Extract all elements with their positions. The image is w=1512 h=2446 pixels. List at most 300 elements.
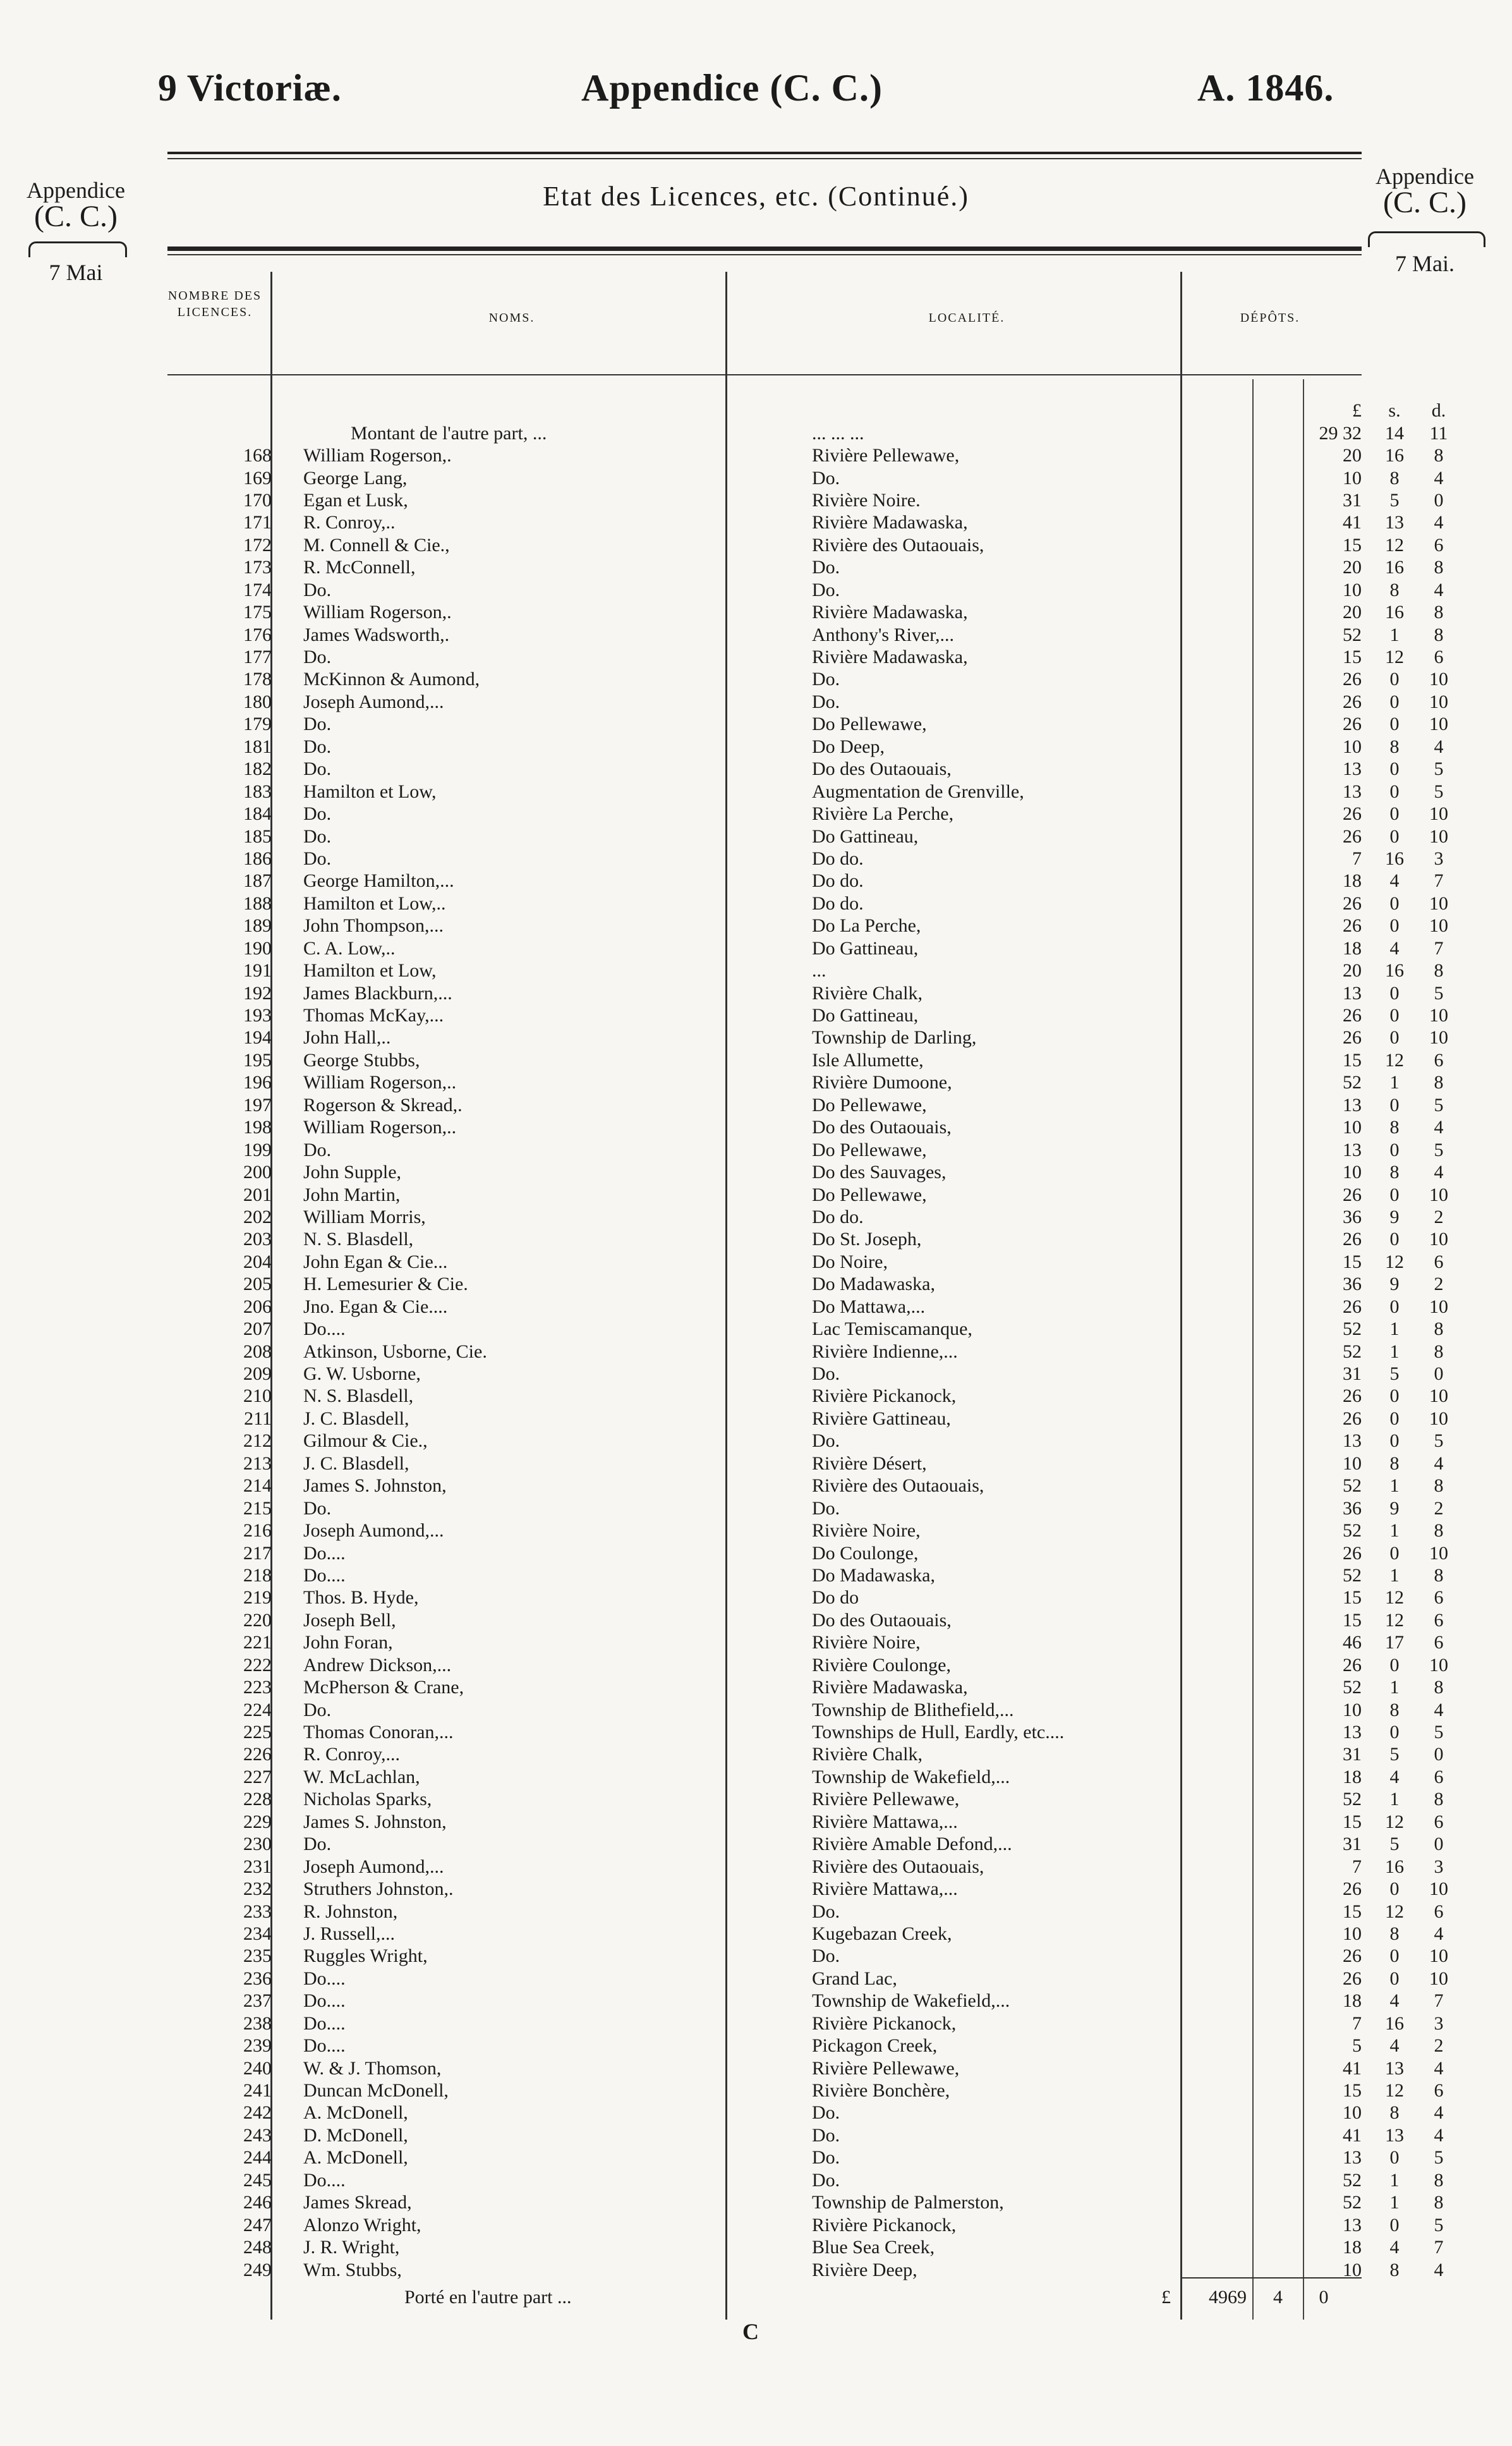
licence-locality: Rivière Coulonge, — [812, 1654, 951, 1676]
carried-pounds: 29 32 — [1319, 422, 1362, 444]
deposit-pounds: 26 — [1343, 1968, 1362, 1989]
deposit-pounds: 52 — [1343, 1677, 1362, 1698]
licence-holder-name: Do.... — [303, 1564, 346, 1586]
table-row — [167, 1654, 1458, 1676]
deposit-pence: 3 — [1434, 848, 1444, 869]
deposit-shillings: 0 — [1389, 758, 1400, 780]
deposit-pence: 4 — [1434, 1923, 1444, 1944]
licence-number: 221 — [243, 1632, 272, 1653]
deposit-pounds: 26 — [1343, 1229, 1362, 1250]
deposit-pounds: 41 — [1343, 512, 1362, 533]
deposit-pounds: 10 — [1343, 1162, 1362, 1183]
licence-number: 170 — [243, 489, 272, 511]
deposit-pence: 6 — [1434, 1811, 1444, 1832]
licence-holder-name: G. W. Usborne, — [303, 1363, 421, 1385]
licence-holder-name: John Thompson,... — [303, 915, 444, 937]
licence-holder-name: James Blackburn,... — [303, 982, 452, 1004]
table-row — [167, 1968, 1458, 1990]
licence-holder-name: N. S. Blasdell, — [303, 1385, 414, 1407]
deposit-pence: 8 — [1434, 1318, 1444, 1340]
table-row — [167, 870, 1458, 892]
unit-pence: d. — [1431, 400, 1446, 422]
deposit-pounds: 26 — [1343, 1945, 1362, 1967]
deposit-pence: 8 — [1434, 1341, 1444, 1362]
licence-number: 248 — [243, 2237, 272, 2258]
deposit-shillings: 0 — [1389, 2147, 1400, 2169]
deposit-pounds: 26 — [1343, 1654, 1362, 1676]
deposit-shillings: 0 — [1389, 1385, 1400, 1407]
licence-number: 236 — [243, 1968, 272, 1989]
licence-number: 179 — [243, 714, 272, 735]
deposit-shillings: 12 — [1385, 2080, 1404, 2102]
licence-locality: Rivière Madawaska, — [812, 647, 968, 668]
margin-left-date: 7 Mai — [49, 260, 103, 285]
table-row — [167, 2102, 1458, 2124]
licence-holder-name: George Lang, — [303, 467, 408, 489]
deposit-pence: 10 — [1429, 1968, 1448, 1989]
deposit-pence: 4 — [1434, 1699, 1444, 1720]
table-row — [167, 959, 1458, 982]
licence-number: 214 — [243, 1475, 272, 1497]
margin-right-date: 7 Mai. — [1395, 251, 1455, 276]
deposit-pounds: 20 — [1343, 602, 1362, 623]
licence-locality: Do St. Joseph, — [812, 1229, 922, 1250]
licence-locality: Do. — [812, 579, 840, 600]
deposit-pounds: 52 — [1343, 1564, 1362, 1586]
deposit-shillings: 0 — [1389, 1945, 1400, 1967]
table-row — [167, 1743, 1458, 1765]
deposit-pence: 8 — [1434, 624, 1444, 645]
deposit-pence: 4 — [1434, 1452, 1444, 1474]
table-row — [167, 1833, 1458, 1855]
table-row — [167, 1452, 1458, 1475]
table-row — [167, 1430, 1458, 1452]
page-signature-mark: C — [742, 2319, 759, 2344]
licence-locality: Rivière des Outaouais, — [812, 1856, 984, 1877]
deposit-pounds: 18 — [1343, 2237, 1362, 2258]
licence-locality: Isle Allumette, — [812, 1049, 924, 1071]
licence-locality: Augmentation de Grenville, — [812, 781, 1024, 802]
licence-number: 176 — [243, 624, 272, 645]
licence-number: 175 — [243, 602, 272, 623]
deposit-pounds: 13 — [1343, 2214, 1362, 2236]
deposit-pence: 6 — [1434, 1901, 1444, 1922]
deposit-pence: 10 — [1429, 669, 1448, 690]
table-row — [167, 1542, 1458, 1564]
deposit-shillings: 0 — [1389, 1722, 1400, 1743]
deposit-shillings: 0 — [1389, 1139, 1400, 1160]
licence-holder-name: Do. — [303, 647, 332, 668]
deposit-pence: 2 — [1434, 1206, 1444, 1227]
deposit-shillings: 9 — [1389, 1206, 1400, 1227]
licence-locality: Do. — [812, 557, 840, 578]
table-row — [167, 1855, 1458, 1877]
deposit-shillings: 13 — [1385, 2057, 1404, 2079]
licence-holder-name: William Rogerson,.. — [303, 1117, 457, 1138]
deposit-pounds: 15 — [1343, 1049, 1362, 1071]
deposit-pounds: 10 — [1343, 1117, 1362, 1138]
deposit-shillings: 8 — [1389, 1923, 1400, 1944]
deposit-pence: 0 — [1434, 489, 1444, 511]
deposit-pounds: 26 — [1343, 691, 1362, 712]
deposit-shillings: 4 — [1389, 2035, 1400, 2057]
licence-holder-name: Thomas McKay,... — [303, 1005, 444, 1026]
licence-holder-name: James S. Johnston, — [303, 1475, 447, 1497]
licence-locality: Do Deep, — [812, 736, 885, 757]
deposit-pence: 6 — [1434, 534, 1444, 556]
table-row — [167, 1609, 1458, 1631]
licence-holder-name: Joseph Aumond,... — [303, 691, 444, 712]
deposit-shillings: 0 — [1389, 1878, 1400, 1900]
table-row — [167, 758, 1458, 780]
licence-locality: Do. — [812, 691, 840, 712]
licence-holder-name: R. Conroy,.. — [303, 512, 396, 533]
deposit-shillings: 9 — [1389, 1497, 1400, 1519]
licence-number: 206 — [243, 1296, 272, 1317]
unit-shillings: s. — [1388, 400, 1401, 422]
licence-locality: Do. — [812, 2102, 840, 2124]
table-row — [167, 1385, 1458, 1407]
licence-locality: Rivière Dumoone, — [812, 1072, 952, 1093]
licence-number: 223 — [243, 1677, 272, 1698]
deposit-pence: 10 — [1429, 1184, 1448, 1205]
licence-locality: Do. — [812, 1430, 840, 1452]
deposit-pence: 8 — [1434, 1564, 1444, 1586]
table-row — [167, 937, 1458, 959]
licence-holder-name: John Hall,.. — [303, 1027, 391, 1049]
licence-number: 242 — [243, 2102, 272, 2124]
deposit-pence: 5 — [1434, 781, 1444, 802]
deposit-pence: 10 — [1429, 1878, 1448, 1900]
licence-holder-name: George Hamilton,... — [303, 870, 454, 892]
licence-locality: Do des Outaouais, — [812, 758, 952, 780]
deposit-pounds: 52 — [1343, 1072, 1362, 1093]
licence-number: 192 — [243, 982, 272, 1004]
deposit-shillings: 4 — [1389, 1990, 1400, 2012]
deposit-pounds: 36 — [1343, 1497, 1362, 1519]
table-row — [167, 2124, 1458, 2146]
deposit-shillings: 8 — [1389, 2259, 1400, 2280]
licence-number: 197 — [243, 1094, 272, 1116]
licence-locality: Do La Perche, — [812, 915, 921, 937]
deposit-pence: 10 — [1429, 915, 1448, 937]
table-row — [167, 1586, 1458, 1609]
licence-number: 205 — [243, 1274, 272, 1295]
licence-holder-name: J. C. Blasdell, — [303, 1452, 409, 1474]
table-row — [167, 1766, 1458, 1788]
licence-holder-name: John Egan & Cie... — [303, 1251, 448, 1272]
deposit-pence: 6 — [1434, 1251, 1444, 1272]
licence-holder-name: Do. — [303, 1497, 332, 1519]
deposit-pence: 4 — [1434, 2102, 1444, 2124]
licence-locality: Blue Sea Creek, — [812, 2237, 935, 2258]
licence-number: 194 — [243, 1027, 272, 1049]
deposit-pence: 4 — [1434, 512, 1444, 533]
licence-holder-name: John Supple, — [303, 1162, 402, 1183]
deposit-pounds: 26 — [1343, 1385, 1362, 1407]
table-row — [167, 556, 1458, 578]
deposit-pounds: 41 — [1343, 2057, 1362, 2079]
deposit-shillings: 17 — [1385, 1632, 1404, 1653]
table-row — [167, 2213, 1458, 2236]
deposit-pence: 5 — [1434, 1139, 1444, 1160]
deposit-pence: 8 — [1434, 1520, 1444, 1542]
licence-locality: Rivière Pellewawe, — [812, 2057, 960, 2079]
licence-locality: Do des Outaouais, — [812, 1609, 952, 1631]
deposit-pence: 6 — [1434, 1587, 1444, 1609]
deposit-pence: 10 — [1429, 1945, 1448, 1967]
deposit-pence: 5 — [1434, 1430, 1444, 1452]
licence-locality: Do. — [812, 2147, 840, 2169]
carried-shillings: 14 — [1385, 422, 1404, 444]
licence-locality: Do. — [812, 1497, 840, 1519]
units-row — [167, 399, 1458, 422]
table-row — [167, 1273, 1458, 1295]
licence-number: 215 — [243, 1497, 272, 1519]
deposit-pence: 7 — [1434, 870, 1444, 892]
licence-holder-name: Do. — [303, 1699, 332, 1720]
deposit-pounds: 52 — [1343, 2192, 1362, 2213]
licence-locality: Do Madawaska, — [812, 1564, 935, 1586]
deposit-pounds: 20 — [1343, 557, 1362, 578]
licence-locality: Do. — [812, 2124, 840, 2146]
deposit-shillings: 8 — [1389, 736, 1400, 757]
deposit-pence: 3 — [1434, 2012, 1444, 2034]
table-row — [167, 1698, 1458, 1720]
deposit-pounds: 13 — [1343, 2147, 1362, 2169]
licence-number: 208 — [243, 1341, 272, 1362]
deposit-pounds: 18 — [1343, 1990, 1362, 2012]
table-row — [167, 2191, 1458, 2213]
deposit-shillings: 9 — [1389, 1274, 1400, 1295]
deposit-shillings: 0 — [1389, 1027, 1400, 1049]
column-header-deposits: DÉPÔTS. — [1240, 311, 1300, 325]
deposit-shillings: 8 — [1389, 1162, 1400, 1183]
column-header-locality: LOCALITÉ. — [928, 311, 1005, 325]
licence-number: 247 — [243, 2214, 272, 2236]
deposit-pounds: 15 — [1343, 2080, 1362, 2102]
deposit-pence: 3 — [1434, 1856, 1444, 1877]
table-row — [167, 915, 1458, 937]
licence-number: 181 — [243, 736, 272, 757]
deposit-shillings: 8 — [1389, 579, 1400, 600]
deposit-shillings: 8 — [1389, 467, 1400, 489]
licence-locality: Rivière Chalk, — [812, 982, 922, 1004]
deposit-pounds: 10 — [1343, 579, 1362, 600]
licence-number: 173 — [243, 557, 272, 578]
margin-right-code: (C. C.) — [1383, 186, 1467, 219]
licence-holder-name: Do. — [303, 758, 332, 780]
deposit-shillings: 12 — [1385, 1049, 1404, 1071]
table-row — [167, 1161, 1458, 1183]
deposit-pence: 6 — [1434, 1766, 1444, 1787]
deposit-pence: 4 — [1434, 1117, 1444, 1138]
licence-locality: Pickagon Creek, — [812, 2035, 938, 2057]
licence-holder-name: Ruggles Wright, — [303, 1945, 428, 1967]
licence-locality: ... — [812, 960, 826, 982]
licence-holder-name: Do.... — [303, 2012, 346, 2034]
licence-number: 240 — [243, 2057, 272, 2079]
deposit-pounds: 26 — [1343, 892, 1362, 914]
deposit-pence: 5 — [1434, 1094, 1444, 1116]
licence-number: 217 — [243, 1542, 272, 1564]
licence-locality: Do Pellewawe, — [812, 1184, 927, 1205]
table-row — [167, 691, 1458, 713]
licence-locality: Township de Darling, — [812, 1027, 977, 1049]
licence-holder-name: R. McConnell, — [303, 557, 416, 578]
licence-number: 237 — [243, 1990, 272, 2012]
licence-locality: Do. — [812, 1945, 840, 1967]
deposit-pounds: 52 — [1343, 2169, 1362, 2191]
deposit-pence: 0 — [1434, 1363, 1444, 1385]
table-row — [167, 2079, 1458, 2102]
licence-holder-name: James S. Johnston, — [303, 1811, 447, 1832]
deposit-pence: 4 — [1434, 579, 1444, 600]
licence-locality: Do Madawaska, — [812, 1274, 935, 1295]
deposit-pounds: 7 — [1352, 1856, 1362, 1877]
licence-locality: Rivière Madawaska, — [812, 1677, 968, 1698]
licence-locality: Do Gattineau, — [812, 1005, 919, 1026]
deposit-shillings: 8 — [1389, 1117, 1400, 1138]
table-row — [167, 1183, 1458, 1205]
licence-locality: Township de Wakefield,... — [812, 1766, 1010, 1787]
deposit-shillings: 1 — [1389, 1520, 1400, 1542]
deposit-pounds: 13 — [1343, 758, 1362, 780]
deposit-shillings: 0 — [1389, 2214, 1400, 2236]
deposit-shillings: 0 — [1389, 781, 1400, 802]
licence-locality: Do Pellewawe, — [812, 714, 927, 735]
licence-number: 193 — [243, 1005, 272, 1026]
deposit-pounds: 52 — [1343, 1341, 1362, 1362]
deposit-shillings: 0 — [1389, 1408, 1400, 1429]
deposit-shillings: 0 — [1389, 825, 1400, 847]
licence-holder-name: McKinnon & Aumond, — [303, 669, 480, 690]
table-row — [167, 466, 1458, 489]
deposit-pence: 5 — [1434, 2214, 1444, 2236]
licence-holder-name: J. R. Wright, — [303, 2237, 400, 2258]
footer-total-pounds: 4969 — [1209, 2287, 1247, 2308]
licence-locality: Do des Outaouais, — [812, 1117, 952, 1138]
licence-holder-name: James Wadsworth,. — [303, 624, 450, 645]
licence-holder-name: Joseph Aumond,... — [303, 1520, 444, 1542]
deposit-pounds: 13 — [1343, 1094, 1362, 1116]
deposit-pence: 8 — [1434, 602, 1444, 623]
deposit-shillings: 1 — [1389, 624, 1400, 645]
licence-holder-name: Do.... — [303, 1968, 346, 1989]
licence-holder-name: D. McDonell, — [303, 2124, 408, 2146]
licence-locality: Do Noire, — [812, 1251, 888, 1272]
table-subtitle: Etat des Licences, etc. (Continué.) — [543, 181, 969, 212]
deposit-shillings: 4 — [1389, 2237, 1400, 2258]
deposit-pounds: 10 — [1343, 1452, 1362, 1474]
licence-number: 207 — [243, 1318, 272, 1340]
deposit-pence: 4 — [1434, 2124, 1444, 2146]
deposit-pounds: 26 — [1343, 1005, 1362, 1026]
licence-locality: Do Coulonge, — [812, 1542, 919, 1564]
licence-locality: Do Pellewawe, — [812, 1139, 927, 1160]
licence-holder-name: Do. — [303, 1139, 332, 1160]
licence-locality: Rivière Chalk, — [812, 1744, 922, 1765]
licence-holder-name: Do.... — [303, 1990, 346, 2012]
licence-holder-name: Hamilton et Low,.. — [303, 892, 446, 914]
deposit-shillings: 5 — [1389, 489, 1400, 511]
deposit-pounds: 52 — [1343, 1789, 1362, 1810]
licence-locality: Rivière Pickanock, — [812, 2214, 957, 2236]
deposit-shillings: 16 — [1385, 557, 1404, 578]
licence-number: 243 — [243, 2124, 272, 2146]
deposit-pence: 4 — [1434, 2057, 1444, 2079]
licence-number: 244 — [243, 2147, 272, 2169]
deposit-shillings: 0 — [1389, 1005, 1400, 1026]
deposit-shillings: 16 — [1385, 1856, 1404, 1877]
licence-holder-name: McPherson & Crane, — [303, 1677, 464, 1698]
table-row — [167, 803, 1458, 825]
licence-holder-name: W. McLachlan, — [303, 1766, 420, 1787]
licence-holder-name: Do.... — [303, 1542, 346, 1564]
deposit-pounds: 36 — [1343, 1206, 1362, 1227]
deposit-shillings: 8 — [1389, 1452, 1400, 1474]
table-row — [167, 534, 1458, 556]
licence-number: 233 — [243, 1901, 272, 1922]
deposit-shillings: 0 — [1389, 1094, 1400, 1116]
deposit-shillings: 13 — [1385, 512, 1404, 533]
deposit-shillings: 16 — [1385, 960, 1404, 982]
table-row — [167, 646, 1458, 668]
deposit-shillings: 0 — [1389, 1229, 1400, 1250]
licence-holder-name: William Rogerson,.. — [303, 1072, 457, 1093]
licence-number: 216 — [243, 1520, 272, 1542]
margin-left-code: (C. C.) — [34, 200, 118, 233]
deposit-shillings: 12 — [1385, 1587, 1404, 1609]
deposit-pounds: 15 — [1343, 1811, 1362, 1832]
deposit-pounds: 7 — [1352, 2012, 1362, 2034]
table-row — [167, 1945, 1458, 1967]
licence-holder-name: James Skread, — [303, 2192, 412, 2213]
deposit-pounds: 41 — [1343, 2124, 1362, 2146]
licence-locality: Anthony's River,... — [812, 624, 955, 645]
deposit-pence: 4 — [1434, 1162, 1444, 1183]
table-row — [167, 2057, 1458, 2079]
table-row — [167, 1116, 1458, 1138]
licence-locality: Rivière Noire, — [812, 1520, 921, 1542]
licence-number: 246 — [243, 2192, 272, 2213]
deposit-pence: 5 — [1434, 2147, 1444, 2169]
deposit-pounds: 26 — [1343, 669, 1362, 690]
deposit-shillings: 0 — [1389, 1542, 1400, 1564]
licence-locality: Rivière Pellewawe, — [812, 1789, 960, 1810]
deposit-pounds: 52 — [1343, 624, 1362, 645]
column-header-names: NOMS. — [488, 311, 535, 325]
deposit-shillings: 13 — [1385, 2124, 1404, 2146]
deposit-pence: 10 — [1429, 1408, 1448, 1429]
licence-holder-name: Do. — [303, 848, 332, 869]
licence-locality: Rivière Pellewawe, — [812, 445, 960, 466]
deposit-pounds: 10 — [1343, 1923, 1362, 1944]
deposit-shillings: 5 — [1389, 1744, 1400, 1765]
margin-left-title: Appendice — [27, 178, 125, 203]
licence-holder-name: Do. — [303, 579, 332, 600]
licence-number: 188 — [243, 892, 272, 914]
carried-row — [167, 422, 1458, 444]
deposit-pence: 4 — [1434, 736, 1444, 757]
footer-label: Porté en l'autre part ... — [404, 2287, 572, 2308]
licence-locality: Rivière Gattineau, — [812, 1408, 951, 1429]
deposit-pounds: 26 — [1343, 1408, 1362, 1429]
table-row — [167, 1094, 1458, 1116]
table-row — [167, 2169, 1458, 2191]
deposit-pence: 8 — [1434, 2192, 1444, 2213]
licence-holder-name: Do. — [303, 736, 332, 757]
